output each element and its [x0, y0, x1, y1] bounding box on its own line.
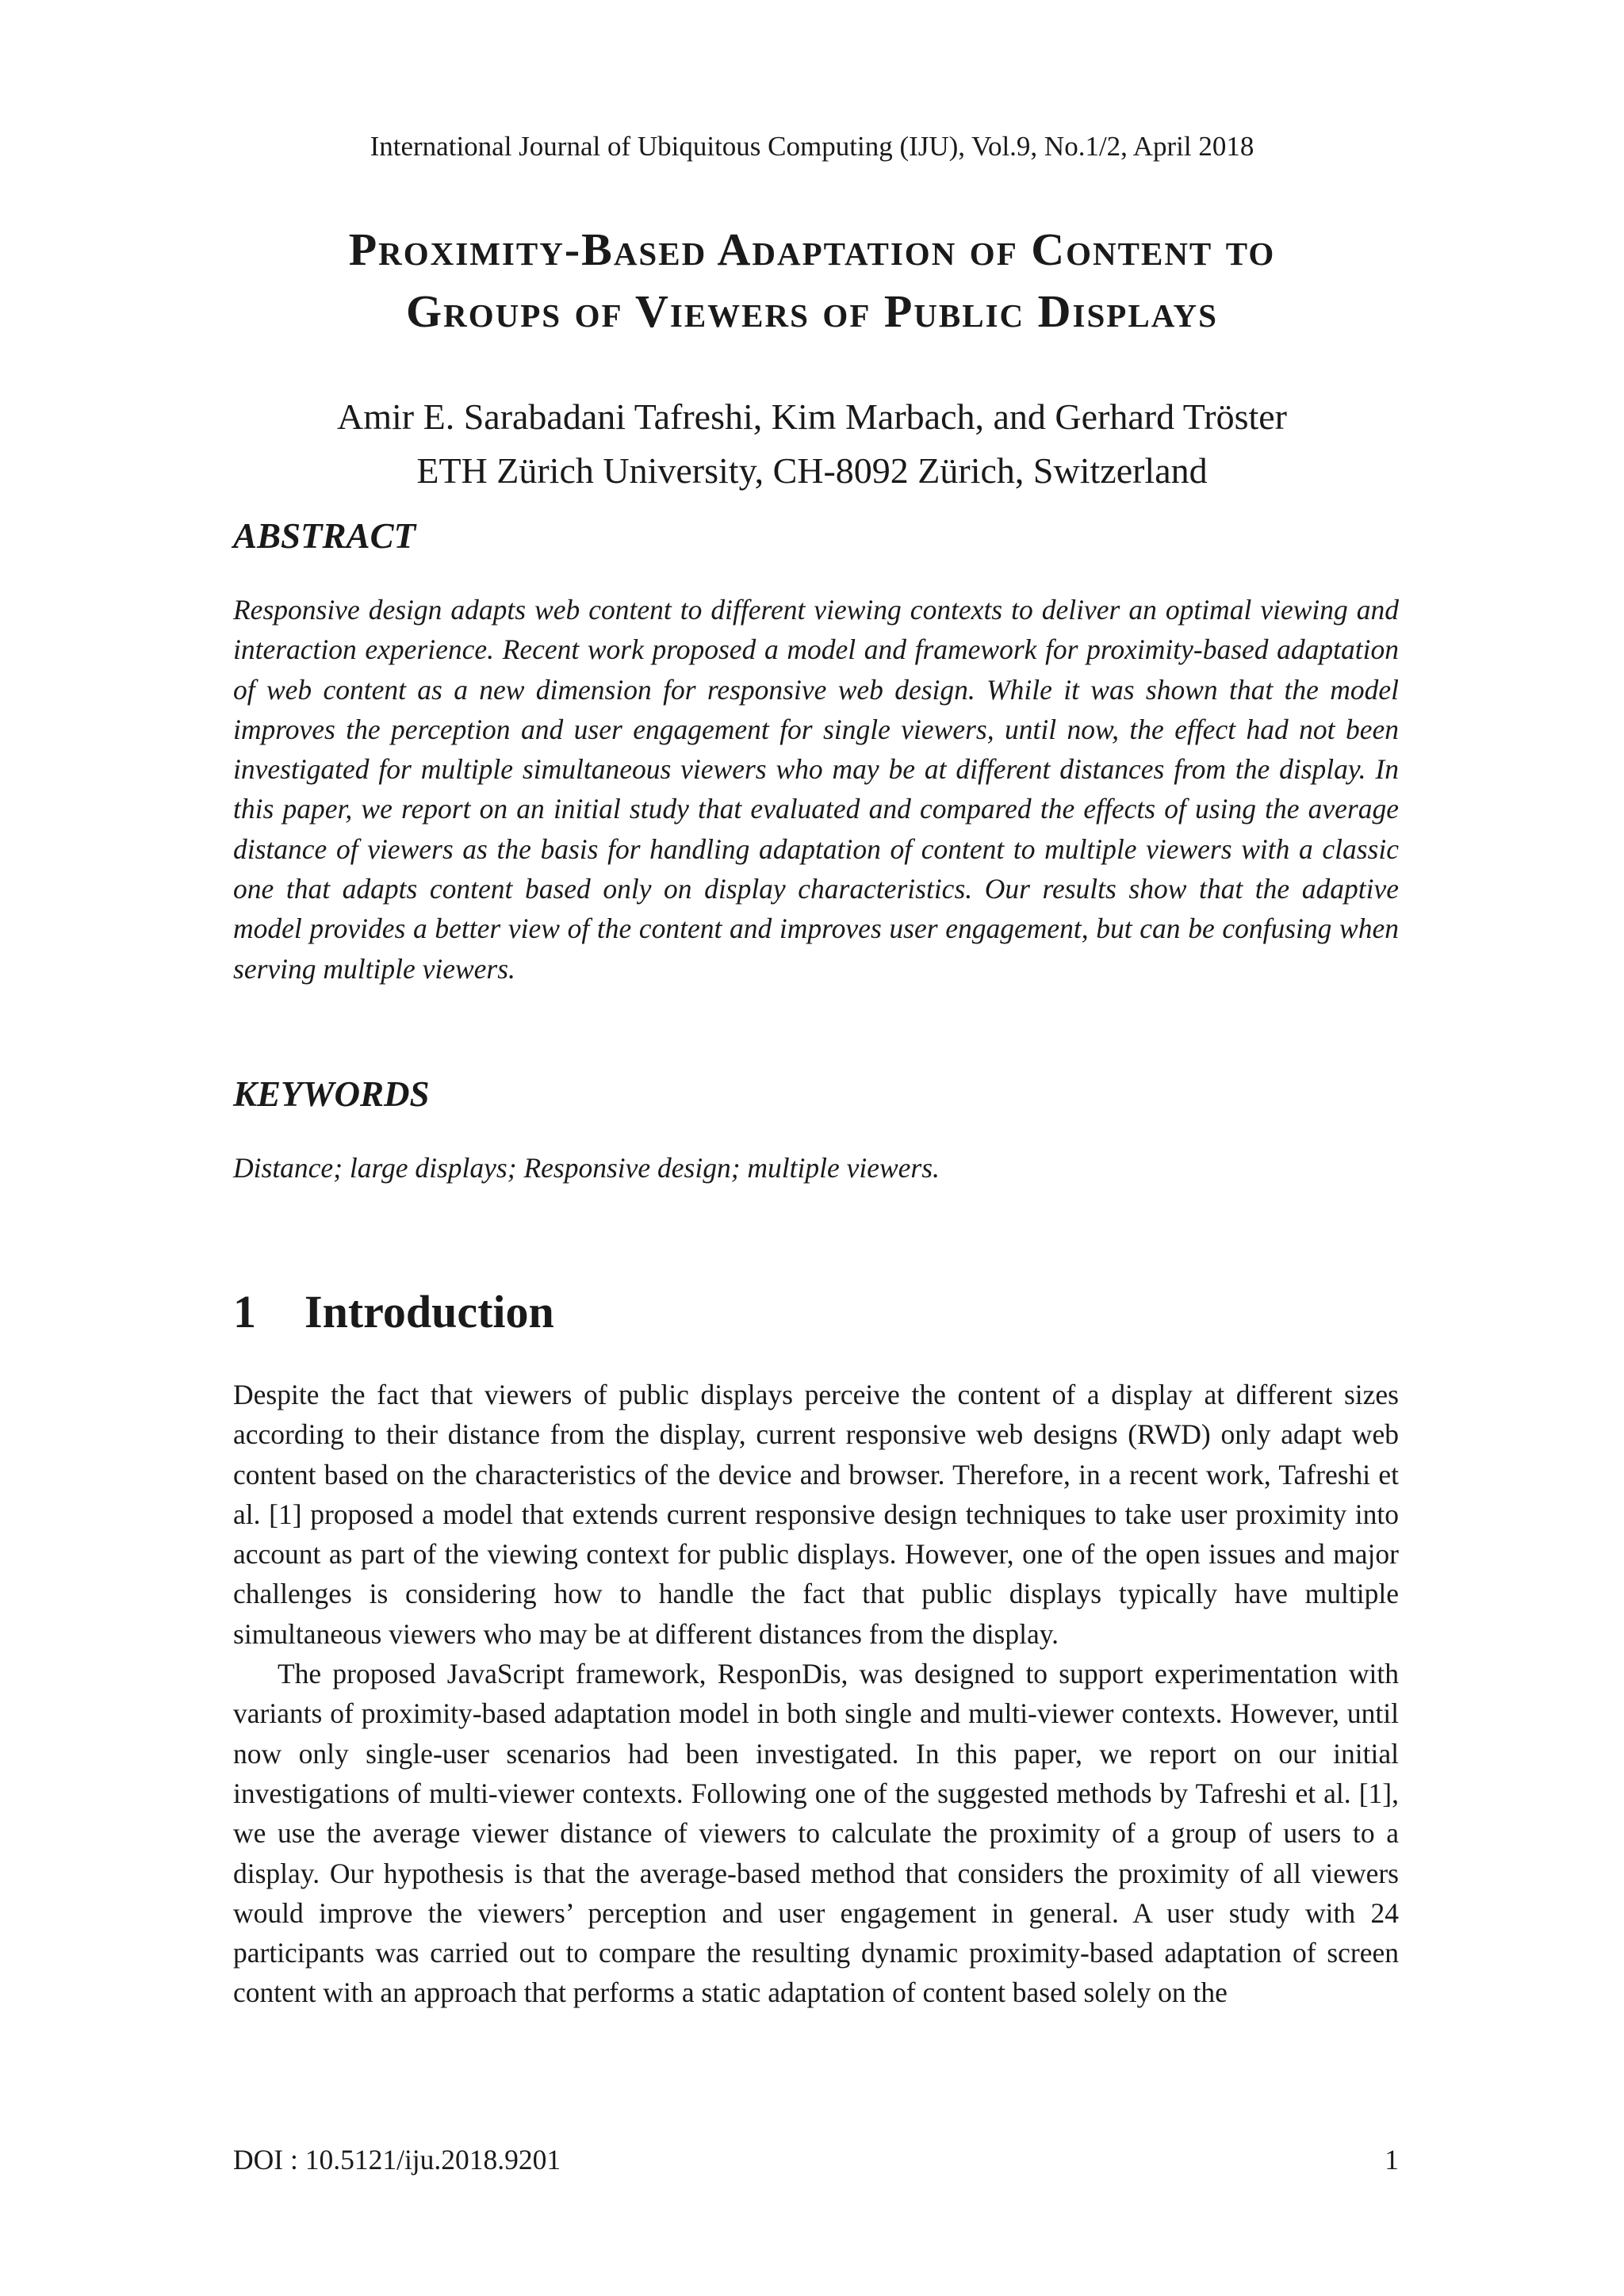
abstract-text: Responsive design adapts web content to different viewing contexts to deliver an optimal viewing and interaction experience. Recent work proposed a model and framework for proximity-based adaptation of web content as a new dimension for responsive web design. While it was shown that the model improves the perception and user engagement for single viewers, until now, the effect had not been investigated for multiple simultaneous viewers who may be at different distances from the display. In this paper, we report on an initial study that evaluated and compared the effects of using the average distance of viewers as the basis for handling adaptation of content to multiple viewers with a classic one that adapts content based only on display characteristics. Our results show that the adaptive model provides a better view of the content and improves user engagement, but can be confusing when serving multiple viewers.	[233, 594, 1399, 985]
paper-title-line-1: Proximity-Based Adaptation of Content to	[348, 224, 1276, 275]
section-number: 1	[233, 1286, 256, 1337]
keywords-text: Distance; large displays; Responsive design; multiple viewers.	[233, 1152, 940, 1184]
author-block	[0, 390, 1624, 498]
author-affiliation: ETH Zürich University, CH-8092 Zürich, Switzerland	[416, 450, 1208, 491]
paragraph: The proposed JavaScript framework, ResponDis, was designed to support experimentation with variants of proximity-based adaptation model in both single and multi-viewer contexts. However, until now only single-user scenarios had been investigated. In this paper, we report on our initial investigations of multi-viewer contexts. Following one of the suggested methods by Tafreshi et al. [1], we use the average viewer distance of viewers to calculate the proximity of a group of users to a display. Our hypothesis is that the average-based method that considers the proximity of all viewers would improve the viewers’ perception and user engagement in general. A user study with 24 participants was carried out to compare the resulting dynamic proximity-based adaptation of screen content with an approach that performs a static adaptation of content based solely on the	[233, 1658, 1399, 2009]
paper-title-line-2: Groups of Viewers of Public Displays	[406, 285, 1218, 337]
author-names: Amir E. Sarabadani Tafreshi, Kim Marbach, and Gerhard Tröster	[337, 396, 1287, 437]
section-heading-introduction	[233, 1284, 1399, 1340]
page-number: 1	[1385, 2144, 1399, 2175]
introduction-body	[233, 1375, 1399, 2013]
keywords-heading: KEYWORDS	[233, 1074, 430, 1114]
paragraph: Despite the fact that viewers of public displays perceive the content of a display at different sizes according to their distance from the display, current responsive web designs (RWD) only adapt web content based on the characteristics of the device and browser. Therefore, in a recent work, Tafreshi et al. [1] proposed a model that extends current responsive design techniques to take user proximity into account as part of the viewing context for public displays. However, one of the open issues and major challenges is considering how to handle the fact that public displays typically have multiple simultaneous viewers who may be at different distances from the display.	[233, 1379, 1399, 1650]
running-header: International Journal of Ubiquitous Computing (IJU), Vol.9, No.1/2, April 2018	[370, 131, 1254, 162]
section-title: Introduction	[304, 1286, 554, 1337]
doi-text: DOI : 10.5121/iju.2018.9201	[233, 2144, 561, 2175]
abstract-heading: ABSTRACT	[233, 516, 416, 556]
paper-title	[159, 219, 1465, 342]
